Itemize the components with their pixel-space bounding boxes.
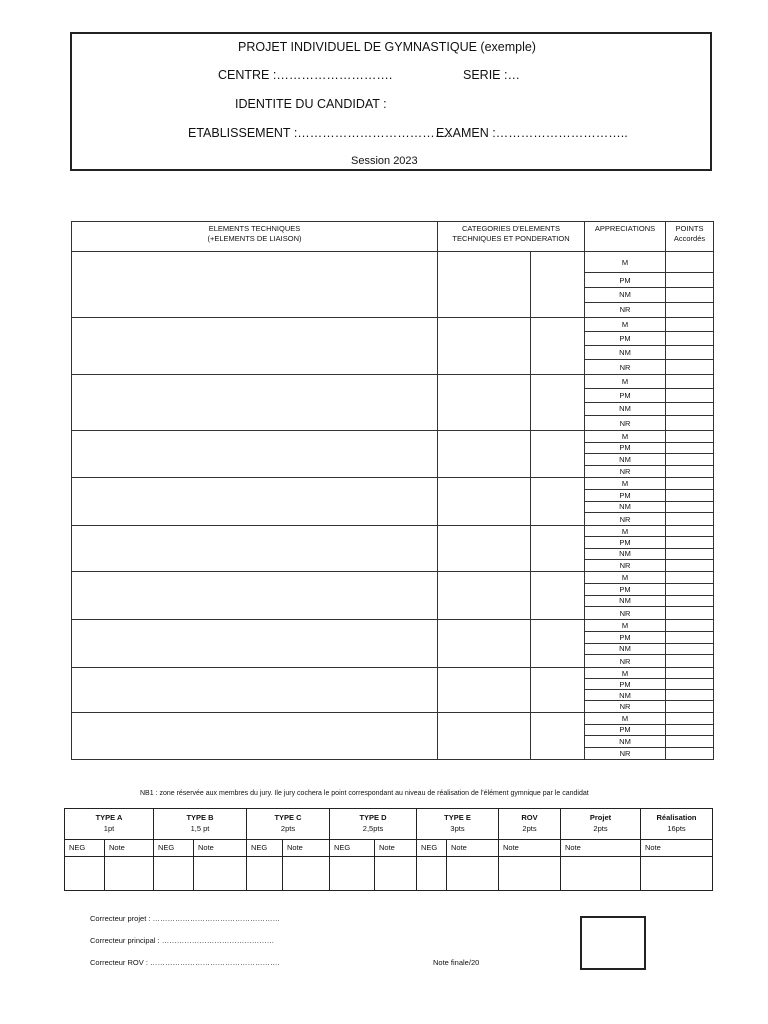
score-col-title: TYPE C <box>274 813 302 822</box>
note-label: Note <box>194 840 247 857</box>
points-box-nr[interactable] <box>666 360 713 374</box>
element-cell[interactable] <box>72 526 438 572</box>
score-col-header <box>417 809 499 840</box>
element-cell[interactable] <box>72 431 438 478</box>
final-grade-box <box>580 916 646 970</box>
points-box-nr[interactable] <box>666 748 713 760</box>
points-header-sub: Accordés <box>673 234 706 243</box>
points-box-pm[interactable] <box>666 389 713 403</box>
element-row <box>72 318 714 375</box>
points-box-m[interactable] <box>666 713 713 725</box>
appreciation-cell <box>585 375 666 431</box>
note-label: Note <box>375 840 417 857</box>
points-box-m[interactable] <box>666 375 713 389</box>
ponderation-cell[interactable] <box>531 375 585 431</box>
points-box-m[interactable] <box>666 620 713 632</box>
appreciation-nm: NM <box>585 288 665 303</box>
ponderation-cell[interactable] <box>531 478 585 526</box>
ponderation-cell[interactable] <box>531 252 585 318</box>
element-cell[interactable] <box>72 478 438 526</box>
score-col-header <box>499 809 561 840</box>
note-entry[interactable] <box>375 857 417 891</box>
ponderation-cell[interactable] <box>531 431 585 478</box>
note-label: Note <box>499 840 561 857</box>
score-col-points: 2pts <box>280 824 296 833</box>
appreciation-m: M <box>585 431 665 443</box>
score-col-header <box>641 809 713 840</box>
score-col-points: 2pts <box>522 824 537 833</box>
note-label: Note <box>283 840 330 857</box>
neg-label: NEG <box>65 840 105 857</box>
appreciation-nr: NR <box>619 362 631 372</box>
appreciation-pm: PM <box>585 679 665 690</box>
element-cell[interactable] <box>72 713 438 760</box>
category-cell[interactable] <box>438 572 531 620</box>
elements-header-label: ELEMENTS TECHNIQUES <box>208 224 301 233</box>
appreciation-m: M <box>585 318 665 332</box>
note-label: Note <box>561 840 641 857</box>
points-box-m[interactable] <box>666 572 713 584</box>
technical-elements-table <box>71 221 714 760</box>
points-box-pm[interactable] <box>666 273 713 288</box>
note-label: Note <box>641 840 713 857</box>
appreciation-m: M <box>585 572 665 584</box>
points-box-nr[interactable] <box>666 416 713 430</box>
element-row <box>72 478 714 526</box>
appreciation-nm: NM <box>585 690 665 701</box>
appreciation-cell <box>585 252 666 318</box>
etablissement-field: ETABLISSEMENT :………………………………. <box>188 126 451 140</box>
element-row <box>72 252 714 318</box>
appreciation-cell <box>585 318 666 375</box>
category-cell[interactable] <box>438 375 531 431</box>
points-box-pm[interactable] <box>666 725 713 737</box>
score-col-header <box>65 809 154 840</box>
centre-field: CENTRE :………………………. <box>218 68 393 82</box>
score-col-points: 1pt <box>103 824 115 833</box>
note-entry[interactable] <box>447 857 499 891</box>
correcteur-rov-field: Correcteur ROV : ……………………………………………. <box>90 958 280 967</box>
note-entry[interactable] <box>641 857 713 891</box>
appreciation-nr: NR <box>619 466 631 476</box>
appreciation-nr: NR <box>619 702 631 711</box>
ponderation-cell[interactable] <box>531 620 585 668</box>
appreciation-m: M <box>585 713 665 725</box>
appreciation-m: M <box>585 526 665 537</box>
neg-entry[interactable] <box>154 857 194 891</box>
appreciation-nm: NM <box>585 644 665 656</box>
points-box-pm[interactable] <box>666 537 713 548</box>
correcteur-projet-field: Correcteur projet : …………………………………………… <box>90 914 281 923</box>
appreciation-pm: PM <box>585 273 665 288</box>
appreciation-nr: NR <box>619 656 631 666</box>
correcteur-principal-field: Correcteur principal : ……………………………………… <box>90 936 275 945</box>
points-box-nm[interactable] <box>666 736 713 748</box>
element-row <box>72 668 714 713</box>
category-cell[interactable] <box>438 668 531 713</box>
points-box-nm[interactable] <box>666 596 713 608</box>
ponderation-cell[interactable] <box>531 713 585 760</box>
form-title: PROJET INDIVIDUEL DE GYMNASTIQUE (exemple) <box>238 40 536 54</box>
appreciation-nm: NM <box>585 403 665 417</box>
appreciation-cell <box>585 668 666 713</box>
note-label: Note <box>447 840 499 857</box>
note-finale-label: Note finale/20 <box>433 958 480 967</box>
appreciation-nr: NR <box>619 514 631 524</box>
score-col-title: Projet <box>589 813 612 822</box>
points-box-m[interactable] <box>666 318 713 332</box>
note-entry[interactable] <box>499 857 561 891</box>
score-col-header <box>561 809 641 840</box>
category-cell[interactable] <box>438 620 531 668</box>
score-col-points: 2pts <box>593 824 608 833</box>
points-header-label: POINTS <box>675 224 704 233</box>
category-cell[interactable] <box>438 431 531 478</box>
score-col-points: 3pts <box>450 824 465 833</box>
points-box-nm[interactable] <box>666 403 713 417</box>
points-box-nm[interactable] <box>666 549 713 560</box>
identite-candidat-field: IDENTITE DU CANDIDAT : <box>235 97 387 111</box>
points-box-nr[interactable] <box>666 655 713 667</box>
note-label: Note <box>105 840 154 857</box>
points-box-nr[interactable] <box>666 513 713 525</box>
ponderation-cell[interactable] <box>531 318 585 375</box>
points-cell <box>666 252 714 318</box>
neg-entry[interactable] <box>330 857 375 891</box>
appreciation-pm: PM <box>585 389 665 403</box>
category-cell[interactable] <box>438 526 531 572</box>
neg-label: NEG <box>417 840 447 857</box>
element-row <box>72 620 714 668</box>
ponderation-cell[interactable] <box>531 572 585 620</box>
appreciation-nr: NR <box>619 305 631 315</box>
note-entry[interactable] <box>561 857 641 891</box>
categories-header-label: CATEGORIES D'ELEMENTS <box>462 224 560 233</box>
points-box-m[interactable] <box>666 431 713 443</box>
appreciation-pm: PM <box>585 584 665 596</box>
element-row <box>72 572 714 620</box>
category-cell[interactable] <box>438 318 531 375</box>
score-col-title: ROV <box>521 813 538 822</box>
appreciation-nr: NR <box>619 748 631 758</box>
score-col-header <box>247 809 330 840</box>
appreciation-nr: NR <box>619 418 631 428</box>
appreciation-m: M <box>585 252 665 273</box>
appreciation-nm: NM <box>585 736 665 748</box>
points-cell <box>666 572 714 620</box>
points-box-nm[interactable] <box>666 346 713 360</box>
category-cell[interactable] <box>438 713 531 760</box>
appreciations-header <box>585 222 666 252</box>
score-col-header <box>330 809 417 840</box>
points-box-m[interactable] <box>666 668 713 679</box>
serie-field: SERIE :… <box>463 68 520 82</box>
element-cell[interactable] <box>72 668 438 713</box>
appreciation-nr: NR <box>619 608 631 618</box>
neg-entry[interactable] <box>65 857 105 891</box>
points-box-nr[interactable] <box>666 701 713 712</box>
points-cell <box>666 318 714 375</box>
score-col-points: 16pts <box>667 824 686 833</box>
points-box-m[interactable] <box>666 478 713 490</box>
points-box-pm[interactable] <box>666 443 713 455</box>
score-col-title: Réalisation <box>656 813 697 822</box>
appreciation-nm: NM <box>585 549 665 560</box>
points-box-m[interactable] <box>666 526 713 537</box>
elements-header <box>72 222 438 252</box>
points-box-nr[interactable] <box>666 560 713 571</box>
points-cell <box>666 526 714 572</box>
appreciation-pm: PM <box>585 332 665 346</box>
appreciation-pm: PM <box>585 443 665 455</box>
element-cell[interactable] <box>72 620 438 668</box>
neg-entry[interactable] <box>417 857 447 891</box>
points-header <box>666 222 714 252</box>
neg-label: NEG <box>330 840 375 857</box>
category-cell[interactable] <box>438 478 531 526</box>
points-box-nr[interactable] <box>666 303 713 317</box>
points-box-m[interactable] <box>666 252 713 273</box>
appreciation-cell <box>585 478 666 526</box>
points-cell <box>666 668 714 713</box>
element-cell[interactable] <box>72 375 438 431</box>
points-cell <box>666 478 714 526</box>
appreciation-nr: NR <box>619 560 631 570</box>
element-row <box>72 526 714 572</box>
points-box-nr[interactable] <box>666 466 713 478</box>
score-table <box>64 808 713 891</box>
points-box-nm[interactable] <box>666 690 713 701</box>
appreciation-nm: NM <box>585 502 665 514</box>
points-box-pm[interactable] <box>666 332 713 346</box>
points-cell <box>666 431 714 478</box>
appreciation-cell <box>585 431 666 478</box>
points-box-pm[interactable] <box>666 490 713 502</box>
element-row <box>72 713 714 760</box>
neg-label: NEG <box>247 840 283 857</box>
appreciation-cell <box>585 713 666 760</box>
appreciation-pm: PM <box>585 537 665 548</box>
points-cell <box>666 375 714 431</box>
categories-header <box>438 222 585 252</box>
points-box-nm[interactable] <box>666 644 713 656</box>
jury-note: NB1 : zone réservée aux membres du jury. Ile jury cochera le point correspondant au niveau de réalisation de l'élément gymnique par le candidat <box>140 790 589 797</box>
element-cell[interactable] <box>72 318 438 375</box>
neg-entry[interactable] <box>247 857 283 891</box>
score-col-points: 2,5pts <box>362 824 384 833</box>
points-cell <box>666 620 714 668</box>
ponderation-cell[interactable] <box>531 668 585 713</box>
score-col-points: 1,5 pt <box>190 824 210 833</box>
element-row <box>72 375 714 431</box>
appreciation-m: M <box>585 668 665 679</box>
appreciation-pm: PM <box>585 725 665 737</box>
appreciation-m: M <box>585 478 665 490</box>
appreciations-header-label: APPRECIATIONS <box>594 224 656 233</box>
session-label: Session 2023 <box>351 155 418 167</box>
element-row <box>72 431 714 478</box>
element-cell[interactable] <box>72 572 438 620</box>
points-box-pm[interactable] <box>666 584 713 596</box>
points-cell <box>666 713 714 760</box>
score-col-header <box>154 809 247 840</box>
note-entry[interactable] <box>194 857 247 891</box>
appreciation-nm: NM <box>585 346 665 360</box>
points-box-pm[interactable] <box>666 679 713 690</box>
category-cell[interactable] <box>438 252 531 318</box>
appreciation-m: M <box>585 620 665 632</box>
appreciation-nm: NM <box>585 596 665 608</box>
points-box-pm[interactable] <box>666 632 713 644</box>
score-col-title: TYPE D <box>359 813 387 822</box>
elements-header-sub: (+ELEMENTS DE LIAISON) <box>207 234 302 243</box>
score-col-title: TYPE E <box>444 813 471 822</box>
appreciation-cell <box>585 526 666 572</box>
examen-field: EXAMEN :………………………….. <box>436 126 628 140</box>
appreciation-cell <box>585 620 666 668</box>
neg-label: NEG <box>154 840 194 857</box>
appreciation-pm: PM <box>585 490 665 502</box>
score-col-title: TYPE B <box>186 813 214 822</box>
score-col-title: TYPE A <box>95 813 123 822</box>
note-entry[interactable] <box>105 857 154 891</box>
categories-header-sub: TECHNIQUES ET PONDERATION <box>452 234 570 243</box>
points-box-nr[interactable] <box>666 607 713 619</box>
ponderation-cell[interactable] <box>531 526 585 572</box>
points-box-nm[interactable] <box>666 454 713 466</box>
appreciation-pm: PM <box>585 632 665 644</box>
appreciation-m: M <box>585 375 665 389</box>
appreciation-cell <box>585 572 666 620</box>
appreciation-nm: NM <box>585 454 665 466</box>
element-cell[interactable] <box>72 252 438 318</box>
points-box-nm[interactable] <box>666 288 713 303</box>
points-box-nm[interactable] <box>666 502 713 514</box>
note-entry[interactable] <box>283 857 330 891</box>
